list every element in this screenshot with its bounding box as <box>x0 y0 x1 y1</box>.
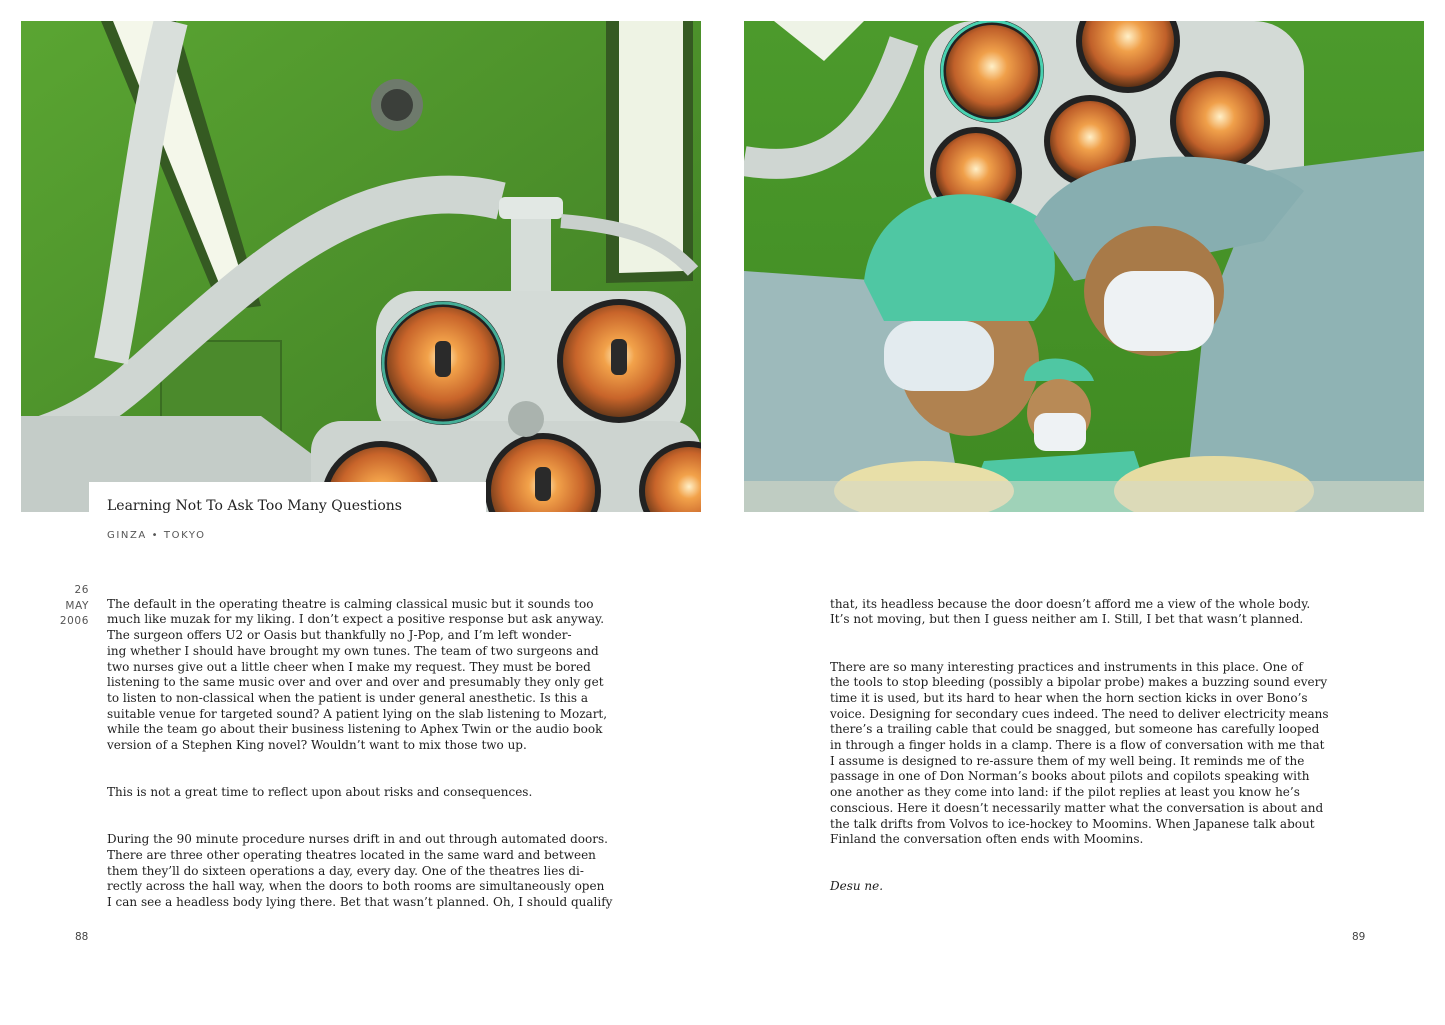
closing-line: Desu ne. <box>830 879 884 894</box>
body-paragraph: There are so many interesting practices and instruments in this place. One of the tools to stop bleeding (possibly a bipolar probe) makes a buzzing sound every time it is used, but its hard to hear when the horn section kicks in over Bono’s voice. Designing for secondary cues indeed. The need to deliver electricity means there’s a trailing cable that could be snagged, but someone has carefully looped in through a finger holds in a clamp. There is a flow of conversation with me that I assume is designed to re-assure them of my well being. It reminds me of the passage in one of Don Norman’s books about pilots and copilots speaking with one another as they come into land: if the pilot replies at least you know he’s conscious. Here it doesn’t necessarily matter what the conversation is about and the talk drifts from Volvos to ice-hockey to Moomins. When Japanese talk about Finland the conversation often ends with Moomins. <box>830 659 1329 847</box>
body-paragraph: During the 90 minute procedure nurses drift in and out through automated doors. There are three other operating theatres located in the same ward and between them they’ll do sixteen operations a day, every day. One of the theatres lies di- rectly across the hall way, when the doors to both rooms are simultaneously open I can see a headless body lying there. Bet that wasn’t planned. Oh, I should qualify <box>107 832 613 910</box>
operating-lights-photo <box>21 21 701 512</box>
article-date <box>40 583 89 630</box>
page-number-right: 89 <box>1352 931 1366 943</box>
date-month: MAY <box>65 599 89 612</box>
left-text-column <box>107 581 627 942</box>
page-number-left: 88 <box>75 931 89 943</box>
surgeons-operating-photo <box>744 21 1424 512</box>
date-year: 2006 <box>59 615 89 628</box>
body-paragraph: The default in the operating theatre is calming classical music but it sounds too much like muzak for my liking. I don’t expect a positive response but ask anyway. The surgeon offers U2 or Oasis but thankfully no J-Pop, and I’m left wonder- ing whether I should have brought my own tunes. The team of two surgeons and two nurses give out a little cheer when I make my request. They must be bored listening to the same music over and over and over and presumably they only get to listen to non-classical when the patient is under general anesthetic. Is this a suitable venue for targeted sound? A patient lying on the slab listening to Mozart, while the team go about their business listening to Aphex Twin or the audio book version of a Stephen King novel? Wouldn’t want to mix those two up. <box>107 596 608 753</box>
body-paragraph: that, its headless because the door doesn’t afford me a view of the whole body. It’s not moving, but then I guess neither am I. Still, I bet that wasn’t planned. <box>830 596 1311 627</box>
date-day: 26 <box>74 584 89 596</box>
article-title: Learning Not To Ask Too Many Questions <box>107 498 402 514</box>
article-location: GINZA • TOKYO <box>107 530 206 541</box>
article-title-box <box>89 482 486 513</box>
body-paragraph: This is not a great time to reflect upon about risks and consequences. <box>107 785 533 800</box>
right-text-column <box>830 581 1350 926</box>
